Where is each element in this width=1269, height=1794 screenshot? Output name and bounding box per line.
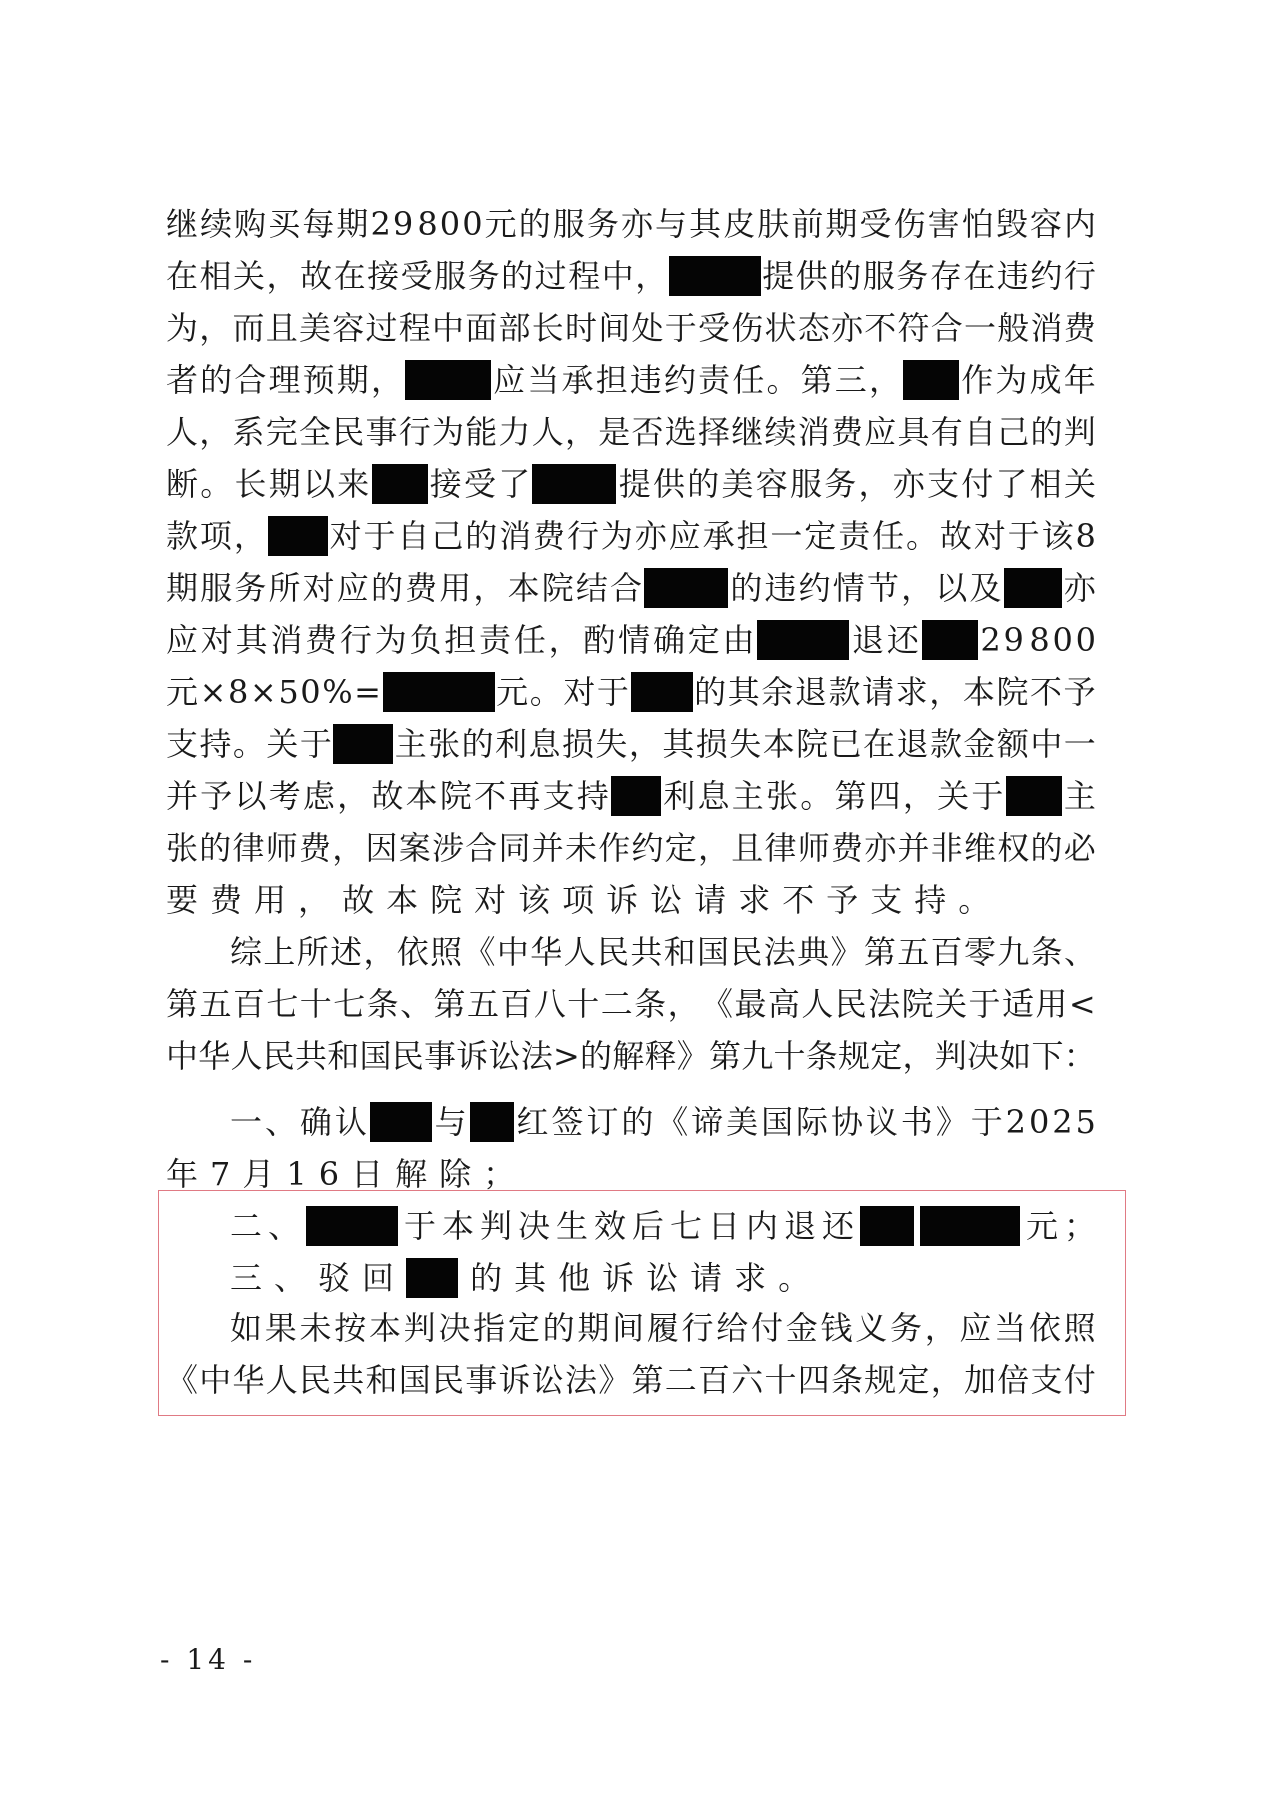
text-line: 如 果 未 按 本 判 决 指 定 的 期 间 履 行 给 付 金 钱 义 务 ， 应 当 依 照 — [230, 1309, 1096, 1347]
redaction-bar — [1004, 568, 1062, 608]
text-line: 三 、 驳 回 的 其 他 诉 讼 请 求 。 — [230, 1259, 811, 1297]
text-line: 者 的 合 理 预 期 ， 应 当 承 担 违 约 责 任 。 第 三 ， 作 为 成 年 — [166, 361, 1096, 399]
redaction-bar — [383, 672, 495, 712]
redaction-bar — [268, 516, 328, 556]
redaction-bar — [532, 464, 616, 504]
redaction-bar — [372, 464, 428, 504]
text-line: 年 7 月 1 6 日 解 除 ； — [166, 1155, 516, 1193]
redaction-bar — [405, 360, 491, 400]
text-line: 一 、 确 认 与 红 签 订 的 《 谛 美 国 际 协 议 书 》 于 2 0 2 5 — [230, 1103, 1096, 1141]
page-number: - 14 - — [160, 1643, 257, 1676]
redaction-bar — [669, 256, 761, 296]
text-line: 要 费 用 ， 故 本 院 对 该 项 诉 讼 请 求 不 予 支 持 。 — [166, 881, 991, 919]
redaction-bar — [333, 724, 393, 764]
text-line: 张 的 律 师 费 ， 因 案 涉 合 同 并 未 作 约 定 ， 且 律 师 费 亦 并 非 维 权 的 必 — [166, 829, 1096, 867]
redaction-bar — [611, 776, 661, 816]
text-line: 款 项 ， 对 于 自 己 的 消 费 行 为 亦 应 承 担 一 定 责 任 。 故 对 于 该 8 — [166, 517, 1096, 555]
text-line: 综 上 所 述 ， 依 照 《 中 华 人 民 共 和 国 民 法 典 》 第 五 百 零 九 条 、 — [230, 933, 1096, 971]
redaction-bar — [406, 1258, 458, 1298]
text-line: 人 ， 系 完 全 民 事 行 为 能 力 人 ， 是 否 选 择 继 续 消 费 应 具 有 自 己 的 判 — [166, 413, 1096, 451]
text-line: 支 持 。 关 于 主 张 的 利 息 损 失 ， 其 损 失 本 院 已 在 退 款 金 额 中 一 — [166, 725, 1096, 763]
text-line: 第 五 百 七 十 七 条 、 第 五 百 八 十 二 条 ， 《 最 高 人 民 法 院 关 于 适 用 < — [166, 985, 1096, 1023]
redaction-bar — [644, 568, 728, 608]
redaction-bar — [860, 1206, 914, 1246]
redaction-bar — [306, 1206, 398, 1246]
text-line: 应 对 其 消 费 行 为 负 担 责 任 ， 酌 情 确 定 由 退 还 2 9 8 0 0 — [166, 621, 1096, 659]
redaction-bar — [922, 620, 978, 660]
text-line: 期 服 务 所 对 应 的 费 用 ， 本 院 结 合 的 违 约 情 节 ， 以 及 亦 — [166, 569, 1096, 607]
redaction-bar — [1006, 776, 1062, 816]
redaction-bar — [631, 672, 693, 712]
text-line: 并 予 以 考 虑 ， 故 本 院 不 再 支 持 利 息 主 张 。 第 四 ， 关 于 主 — [166, 777, 1096, 815]
text-line: 断 。 长 期 以 来 接 受 了 提 供 的 美 容 服 务 ， 亦 支 付 了 相 关 — [166, 465, 1096, 503]
redaction-bar — [920, 1206, 1020, 1246]
redaction-bar — [370, 1102, 432, 1142]
text-line: 继 续 购 买 每 期 2 9 8 0 0 元 的 服 务 亦 与 其 皮 肤 前 期 受 伤 害 怕 毁 容 内 — [166, 205, 1096, 243]
text-line: 在 相 关 ， 故 在 接 受 服 务 的 过 程 中 ， 提 供 的 服 务 存 在 违 约 行 — [166, 257, 1096, 295]
redaction-bar — [903, 360, 959, 400]
text-line: 为 ， 而 且 美 容 过 程 中 面 部 长 时 间 处 于 受 伤 状 态 亦 不 符 合 一 般 消 费 — [166, 309, 1096, 347]
text-line: 二 、 于 本 判 决 生 效 后 七 日 内 退 还 元 ； — [230, 1207, 1096, 1245]
redaction-bar — [757, 620, 849, 660]
redaction-bar — [470, 1102, 514, 1142]
text-line: 元 × 8 × 5 0 % = 元 。 对 于 的 其 余 退 款 请 求 ， 本 院 不 予 — [166, 673, 1096, 711]
text-line: 中 华 人 民 共 和 国 民 事 诉 讼 法 > 的 解 释 》 第 九 十 条 规 定 ， 判 决 如 下 ： — [166, 1037, 1096, 1075]
text-line: 《 中 华 人 民 共 和 国 民 事 诉 讼 法 》 第 二 百 六 十 四 条 规 定 ， 加 倍 支 付 — [166, 1361, 1096, 1399]
